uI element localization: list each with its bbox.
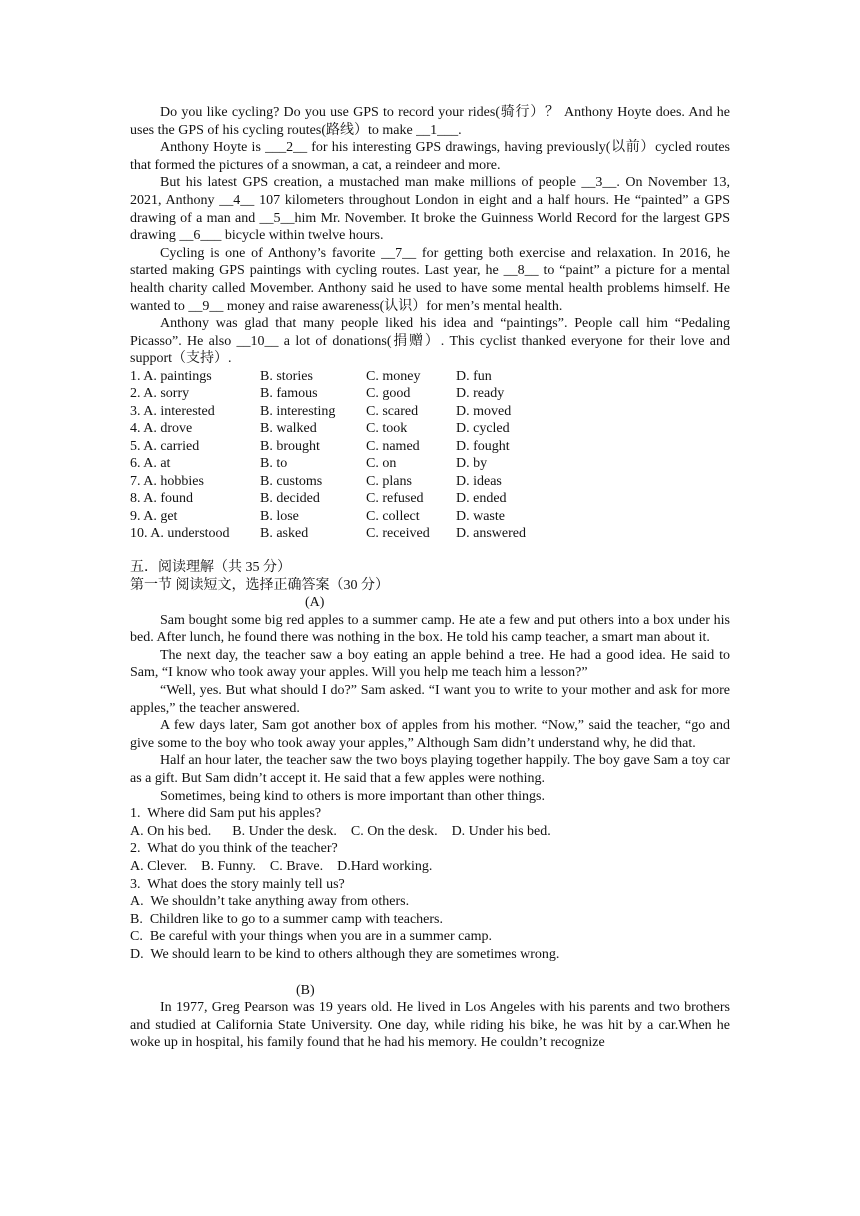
option-c: C. good [366, 386, 411, 402]
spacer [130, 964, 730, 982]
cloze-options [130, 368, 730, 543]
option-a: 1. A. paintings [130, 368, 212, 384]
option-d: D. ideas [456, 473, 502, 489]
option-row [130, 385, 730, 403]
option-b: B. interesting [260, 403, 336, 419]
option-b: B. brought [260, 438, 320, 454]
answer-option: D. We should learn to be kind to others although they are sometimes wrong. [130, 946, 560, 962]
option-row [130, 368, 730, 386]
paragraph: Anthony Hoyte is ___2__ for his interesting GPS drawings, having previously(以前）cycled routes that formed the pictures of a snowman, a cat, a reindeer and more. [130, 140, 730, 173]
paragraph: Sometimes, being kind to others is more important than other things. [160, 788, 545, 804]
paragraph: Half an hour later, the teacher saw the two boys playing together happily. The boy gave Sam a toy car as a gift. But Sam didn’t accept it. He said that a few apples were nothing. [130, 753, 730, 787]
paragraph: Anthony was glad that many people liked his idea and “paintings”. People call him “Pedaling Picasso”. He also __10__ a lot of donations(捐赠）. This cyclist thanked everyone for their love and support（支持）. [130, 316, 730, 367]
option-c: C. collect [366, 508, 420, 524]
option-a: 7. A. hobbies [130, 473, 204, 489]
option-b: B. decided [260, 491, 320, 507]
option-a: 8. A. found [130, 491, 193, 507]
answer-options: A. Clever. B. Funny. C. Brave. D.Hard working. [130, 859, 433, 874]
option-a: 6. A. at [130, 456, 171, 472]
passage-label: (A) [305, 595, 325, 611]
option-d: D. fun [456, 368, 492, 384]
option-b: B. stories [260, 368, 313, 384]
answer-option: B. Children like to go to a summer camp with teachers. [130, 911, 443, 927]
option-d: D. waste [456, 508, 505, 524]
option-d: D. ready [456, 386, 505, 402]
passage-label: (B) [296, 982, 315, 998]
option-a: 2. A. sorry [130, 386, 190, 402]
answer-options: A. On his bed. B. Under the desk. C. On the desk. D. Under his bed. [130, 823, 551, 839]
option-row [130, 403, 730, 421]
paragraph: A few days later, Sam got another box of apples from his mother. “Now,” said the teacher, “go and give some to the boy who took away your apples,” Although Sam didn’t understand why, he did that. [130, 718, 730, 751]
option-row [130, 508, 730, 526]
option-c: C. refused [366, 491, 424, 507]
option-a: 10. A. understood [130, 526, 230, 542]
option-row [130, 420, 730, 438]
option-a: 4. A. drove [130, 421, 193, 437]
option-row [130, 438, 730, 456]
option-b: B. customs [260, 473, 323, 489]
option-b: B. famous [260, 386, 318, 402]
question: 3. What does the story mainly tell us? [130, 876, 345, 892]
option-b: B. asked [260, 526, 309, 542]
paragraph: But his latest GPS creation, a mustached man make millions of people __3__. On November 13, 2021, Anthony __4__ 107 kilometers throughout London in eight and a half hours. He “painted” a GPS drawing of a man and __5__him Mr. November. It broke the Guinness World Record for the largest GPS drawing __6___ bicycle within twelve hours. [130, 175, 730, 244]
option-c: C. plans [366, 473, 412, 489]
question: 1. Where did Sam put his apples? [130, 806, 322, 822]
option-a: 3. A. interested [130, 403, 215, 419]
option-row [130, 473, 730, 491]
passage-a-questions [130, 805, 730, 963]
paragraph: Cycling is one of Anthony’s favorite __7__ for getting both exercise and relaxation. In 2016, he started making GPS paintings with cycling routes. Last year, he __8__ to “paint” a picture for a mental health charity called Movember. Anthony said he used to have some mental health problems himself. He wanted to __9__ money and raise awareness(认识）for men’s mental health. [130, 245, 730, 314]
option-b: B. lose [260, 508, 299, 524]
option-row [130, 525, 730, 543]
question: 2. What do you think of the teacher? [130, 841, 338, 857]
option-c: C. received [366, 526, 430, 542]
option-d: D. answered [456, 526, 526, 542]
option-d: D. by [456, 456, 488, 472]
option-a: 5. A. carried [130, 438, 200, 454]
passage-a [130, 612, 730, 806]
paragraph: The next day, the teacher saw a boy eating an apple behind a tree. He had a good idea. He said to Sam, “I know who took away your apples. Will you help me teach him a lesson?” [130, 647, 730, 681]
option-b: B. to [260, 456, 288, 472]
option-d: D. ended [456, 491, 507, 507]
option-c: C. named [366, 438, 420, 454]
answer-option: A. We shouldn’t take anything away from others. [130, 894, 410, 910]
section-subheading: 第一节 阅读短文，选择正确答案（30 分） [130, 577, 389, 593]
option-d: D. moved [456, 403, 512, 419]
option-a: 9. A. get [130, 508, 178, 524]
option-d: D. cycled [456, 421, 510, 437]
paragraph: In 1977, Greg Pearson was 19 years old. He lived in Los Angeles with his parents and two brothers and studied at California State University. One day, while riding his bike, he was hit by a car.When he woke up in hospital, his family found that he had his memory. He couldn’t recognize [130, 1000, 730, 1051]
passage-b [130, 999, 730, 1052]
section-heading: 五．阅读理解（共 35 分） [130, 559, 291, 575]
option-c: C. money [366, 368, 421, 384]
option-d: D. fought [456, 438, 510, 454]
answer-option: C. Be careful with your things when you are in a summer camp. [130, 929, 492, 945]
option-c: C. on [366, 456, 397, 472]
spacer [130, 543, 730, 559]
paragraph: Sam bought some big red apples to a summer camp. He ate a few and put others into a box under his bed. After lunch, he found there was nothing in the box. He told his camp teacher, a smart man about it. [130, 612, 730, 646]
paragraph: Do you like cycling? Do you use GPS to record your rides(骑行）？ Anthony Hoyte does. And he uses the GPS of his cycling routes(路线）to make __1___. [130, 105, 730, 138]
option-c: C. scared [366, 403, 419, 419]
document-content [130, 104, 730, 1052]
option-row [130, 490, 730, 508]
option-c: C. took [366, 421, 408, 437]
paragraph: “Well, yes. But what should I do?” Sam asked. “I want you to write to your mother and ask for more apples,” the teacher answered. [130, 683, 730, 716]
option-row [130, 455, 730, 473]
cloze-passage [130, 104, 730, 368]
option-b: B. walked [260, 421, 317, 437]
